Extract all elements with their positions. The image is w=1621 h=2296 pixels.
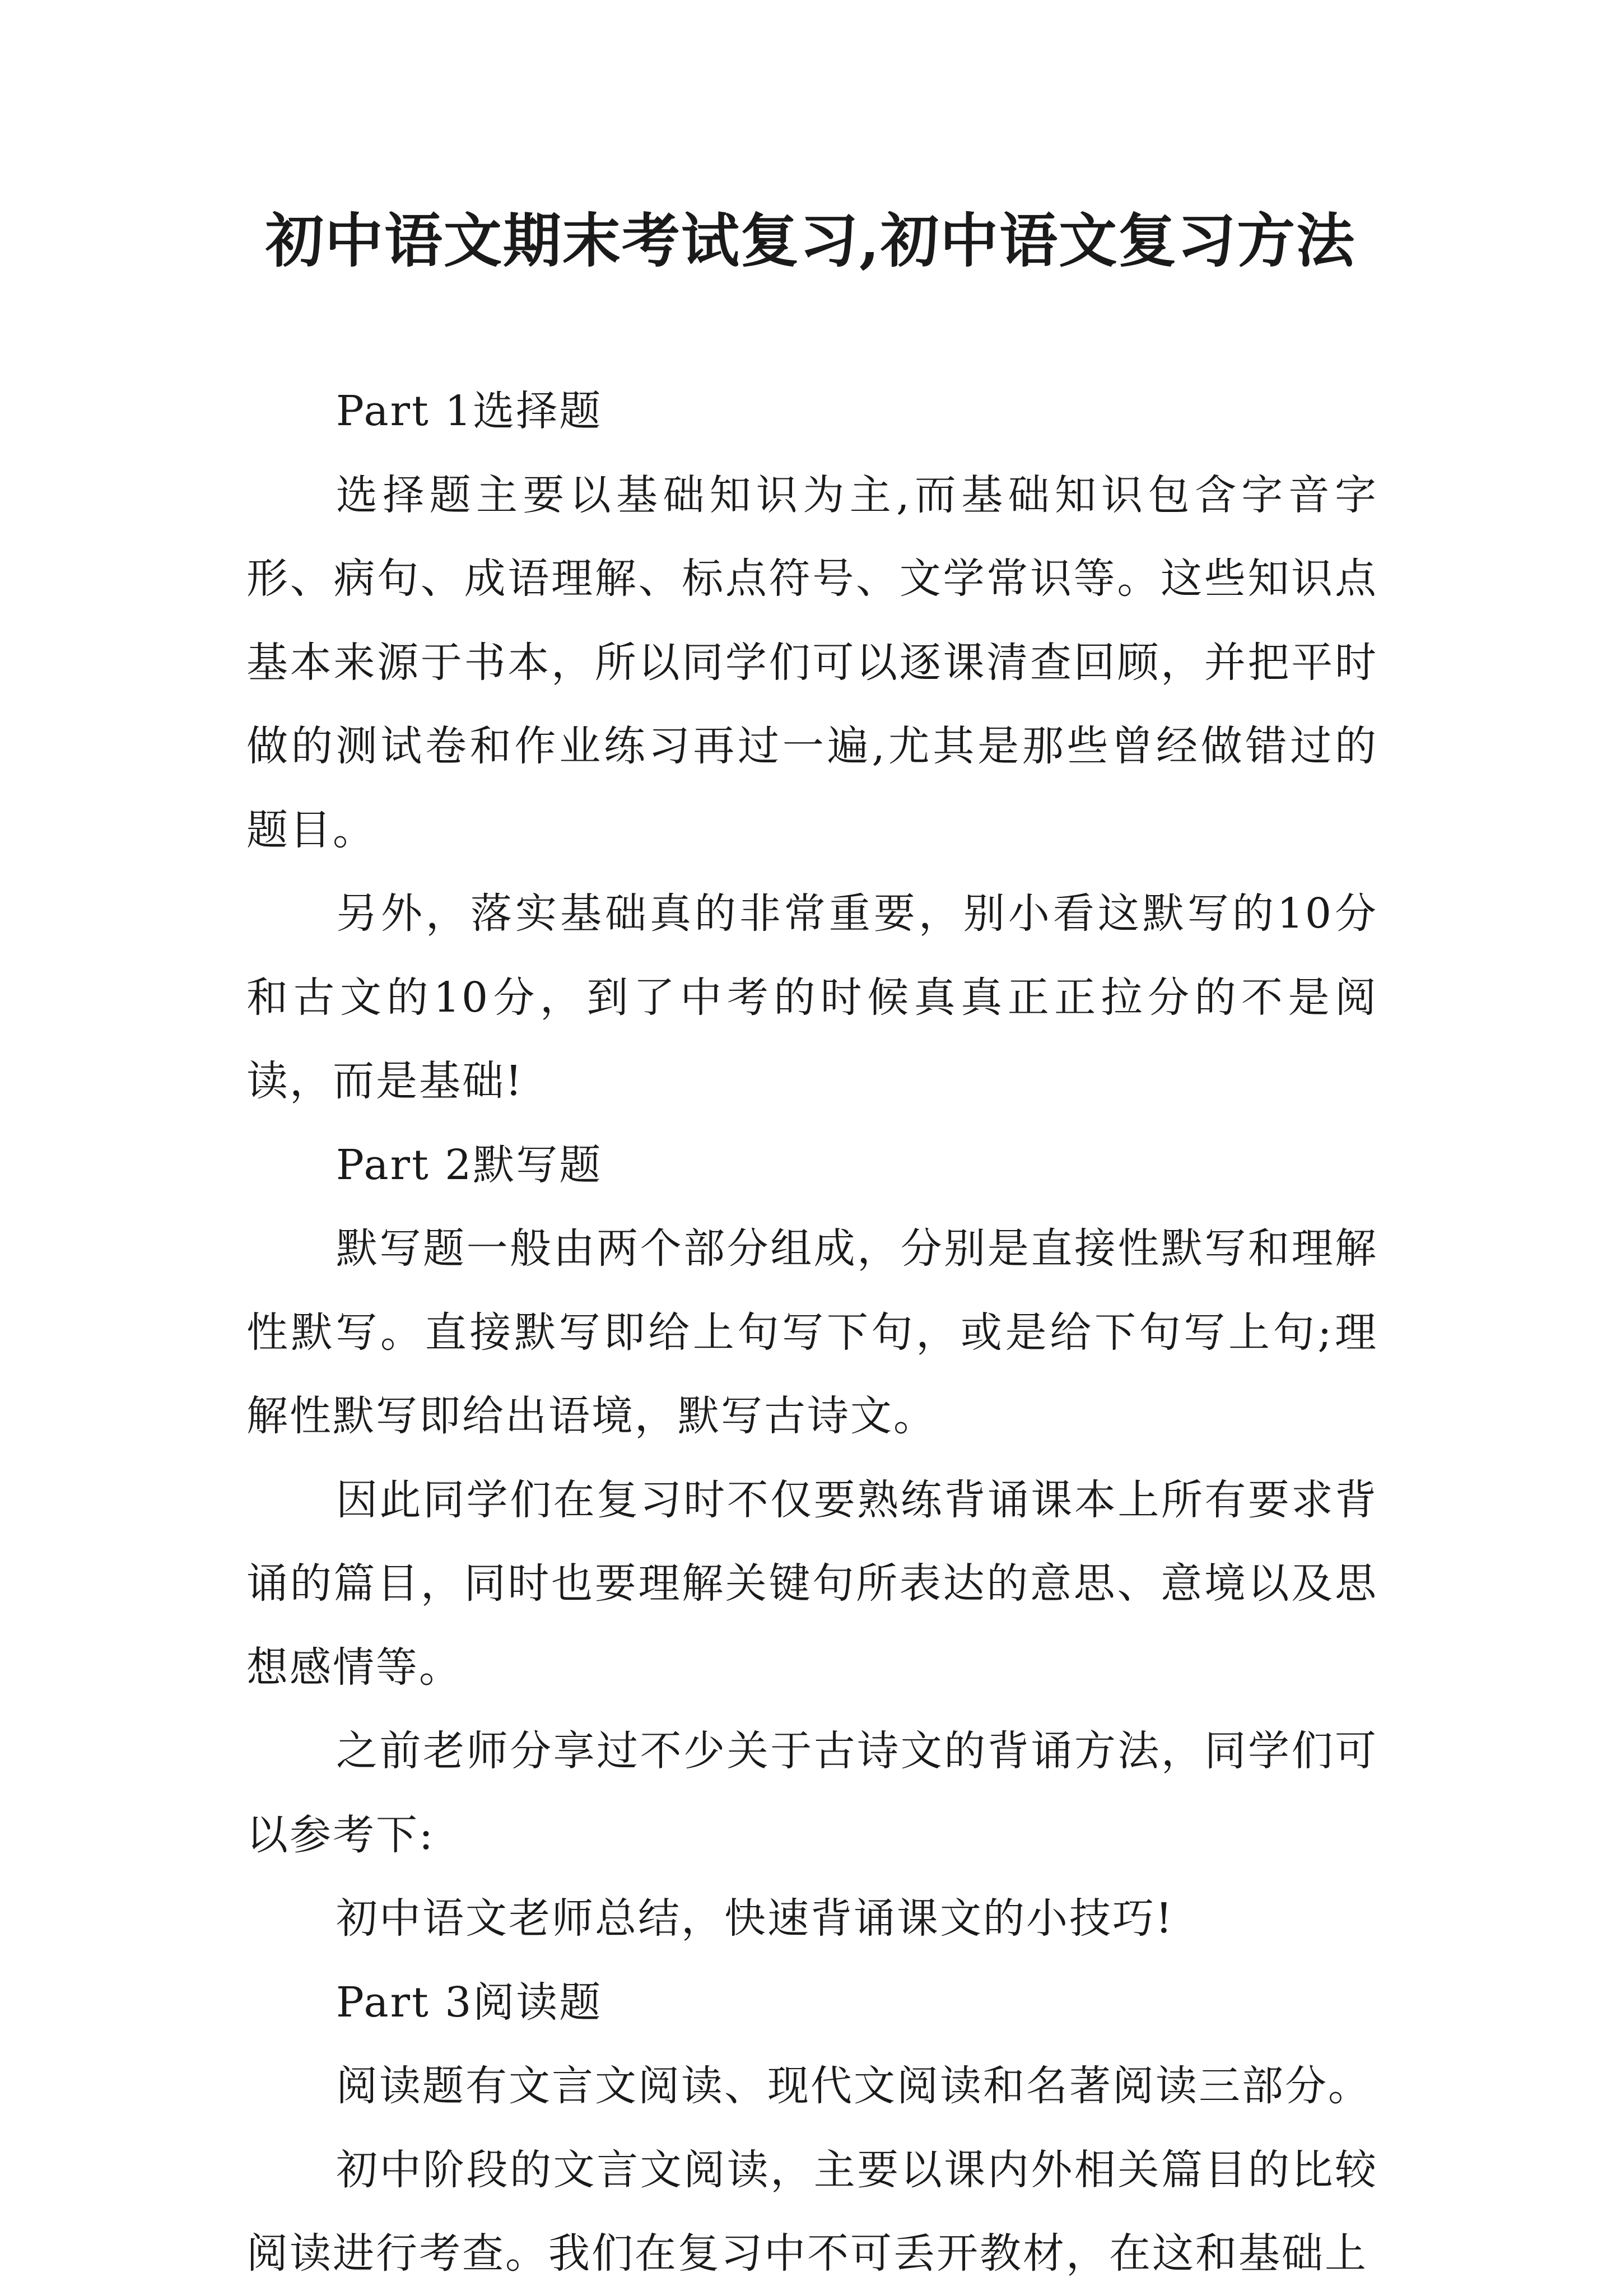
paragraph: 初中阶段的文言文阅读，主要以课内外相关篇目的比较阅读进行考查。我们在复习中不可丢开教材，在这和基础上 [246, 2145, 1378, 2278]
paragraph: 之前老师分享过不少关于古诗文的背诵方法，同学们可以参考下: [246, 1727, 1378, 1859]
section-heading-part3: Part 3阅读题 [336, 1978, 603, 2027]
page-title: 初中语文期末考试复习,初中语文复习方法 [265, 206, 1356, 275]
paragraph: 默写题一般由两个部分组成，分别是直接性默写和理解性默写。直接默写即给上句写下句，或是给下句写上句;理解性默写即给出语境，默写古诗文。 [246, 1224, 1378, 1440]
paragraph: 另外，落实基础真的非常重要，别小看这默写的10分和古文的10分，到了中考的时候真真正正拉分的不是阅读，而是基础! [246, 889, 1378, 1105]
paragraph: 选择题主要以基础知识为主,而基础知识包含字音字形、病句、成语理解、标点符号、文学常识等。这些知识点基本来源于书本，所以同学们可以逐课清查回顾，并把平时做的测试卷和作业练习再过一遍,尤其是那些曾经做错过的题目。 [246, 471, 1378, 854]
paragraph: 阅读题有文言文阅读、现代文阅读和名著阅读三部分。 [336, 2062, 1371, 2110]
paragraph: 因此同学们在复习时不仅要熟练背诵课本上所有要求背诵的篇目，同时也要理解关键句所表达的意思、意境以及思想感情等。 [246, 1475, 1378, 1692]
section-heading-part2: Part 2默写题 [336, 1140, 603, 1189]
section-heading-part1: Part 1选择题 [336, 387, 603, 435]
document-body [246, 370, 1378, 2296]
paragraph: 初中语文老师总结，快速背诵课文的小技巧! [336, 1894, 1174, 1943]
